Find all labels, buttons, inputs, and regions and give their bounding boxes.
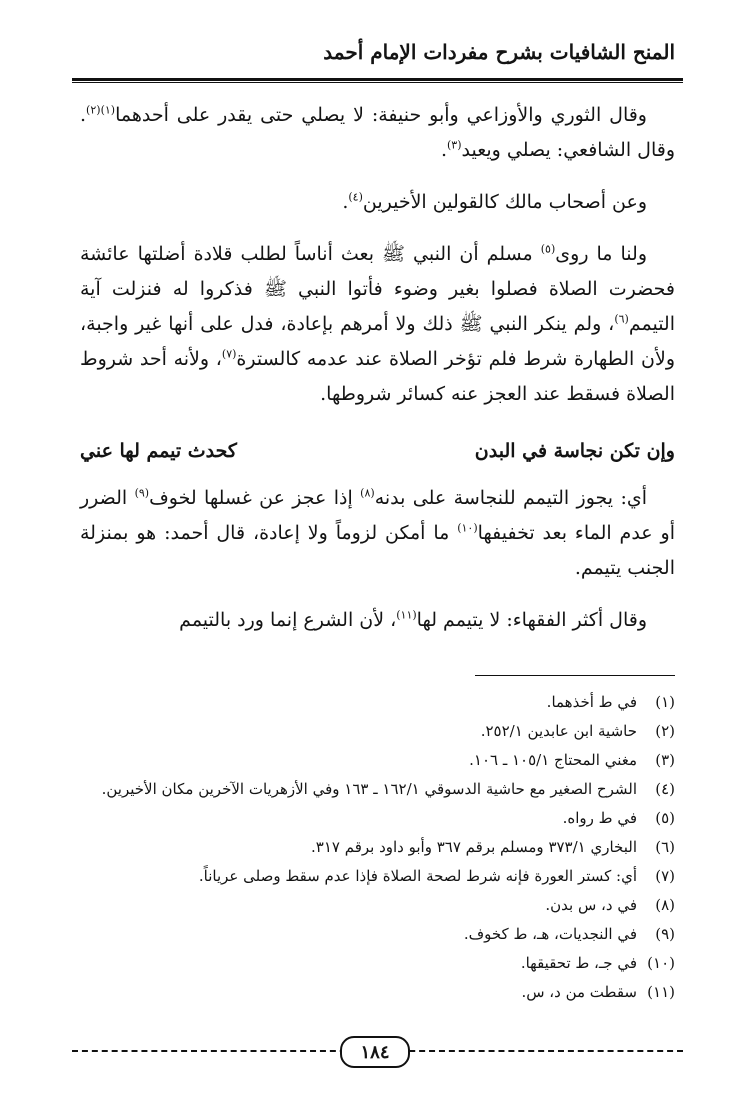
paragraph-3: ولنا ما روى$^{(٥)}$ مسلم أن النبي ﷺ بعث أناساً لطلب قلادة أضلتها عائشة فحضرت الصلاة فصلوا بغير وضوء فأتوا النبي ﷺ فذكروا له فنزلت آية التيمم$^{(٦)}$، ولم ينكر النبي ﷺ ذلك ولا أمرهم بإعادة، فدل على أنها غير واجبة، ولأن الطهارة شرط فلم تؤخر الصلاة عند عدمه كالسترة$^{(٧)}$، ولأنه أحد شروط الصلاة فسقط عند العجز عنه كسائر شروطها.	[80, 242, 676, 405]
footnote: (١١) سقطت من د، س.	[521, 983, 675, 1001]
paragraph-1: وقال الثوري والأوزاعي وأبو حنيفة: لا يصلي حتى يقدر على أحدهما$^{(١)(٢)}$. وقال الشافعي: يصلي ويعيد$^{(٣)}$.	[80, 103, 675, 161]
footnote: (٣) مغني المحتاج ١٠٥/١ ـ ١٠٦.	[469, 751, 675, 769]
footnote: (١) في ط أخذهما.	[546, 693, 675, 711]
footnote-ref: (٩)	[134, 486, 150, 500]
footnote-ref: (٥)	[540, 242, 556, 256]
footnote: (٥) في ط رواه.	[562, 809, 675, 827]
footnote: (٢) حاشية ابن عابدين ٢٥٢/١.	[480, 722, 675, 740]
header-rule-thin	[72, 82, 683, 83]
footnote-ref: (٦)	[614, 312, 629, 326]
footnote: (٦) البخاري ٣٧٣/١ ومسلم برقم ٣٦٧ وأبو داود برقم ٣١٧.	[310, 838, 675, 856]
footnote: (٨) في د، س بدن.	[545, 896, 675, 914]
footnote: (١٠) في جـ، ط تحقيقها.	[520, 954, 675, 972]
footnote-ref: (٨)	[360, 486, 375, 500]
page-number: ١٨٤	[340, 1036, 410, 1068]
verse-hemistich-2: كحدث تيمم لها عني	[80, 440, 237, 462]
paragraph-2: وعن أصحاب مالك كالقولين الأخيرين$^{(٤)}$.	[342, 190, 647, 213]
footnote: (٤) الشرح الصغير مع حاشية الدسوقي ١٦٢/١ ـ ١٦٣ وفي الأزهريات الآخرين مكان الأخيرين.	[101, 780, 675, 798]
footnote-ref: (٢)	[86, 103, 101, 117]
footnote-ref: (١٠)	[457, 521, 478, 535]
footnotes	[80, 688, 675, 1007]
paragraph-4: أي: يجوز التيمم للنجاسة على بدنه$^{(٨)}$ إذا عجز عن غسلها لخوف$^{(٩)}$ الضرر أو عدم الماء بعد تخفيفها$^{(١٠)}$ ما أمكن لزوماً ولا إعادة، قال أحمد: هو بمنزلة الجنب يتيمم.	[80, 486, 675, 579]
verse-hemistich-1: وإن تكن نجاسة في البدن	[474, 440, 675, 462]
running-title: المنح الشافيات بشرح مفردات الإمام أحمد	[323, 40, 675, 64]
footnote-ref: (٣)	[446, 138, 462, 152]
footnote-separator	[475, 675, 675, 676]
footnote: (٧) أي: كستر العورة فإنه شرط لصحة الصلاة فإذا عدم سقط وصلى عرياناً.	[198, 867, 675, 885]
poem-verse	[80, 434, 675, 469]
footnote-ref: (١)	[100, 103, 116, 117]
paragraph-5: وقال أكثر الفقهاء: لا يتيمم لها$^{(١١)}$، لأن الشرع إنما ورد بالتيمم	[179, 608, 647, 631]
footnote: (٩) في النجديات، هـ، ط كخوف.	[463, 925, 675, 943]
footnote-ref: (٧)	[221, 347, 237, 361]
footnote-ref: (١١)	[396, 608, 417, 622]
footnote-ref: (٤)	[348, 190, 363, 204]
header-rule	[72, 78, 683, 81]
main-text	[80, 98, 675, 638]
